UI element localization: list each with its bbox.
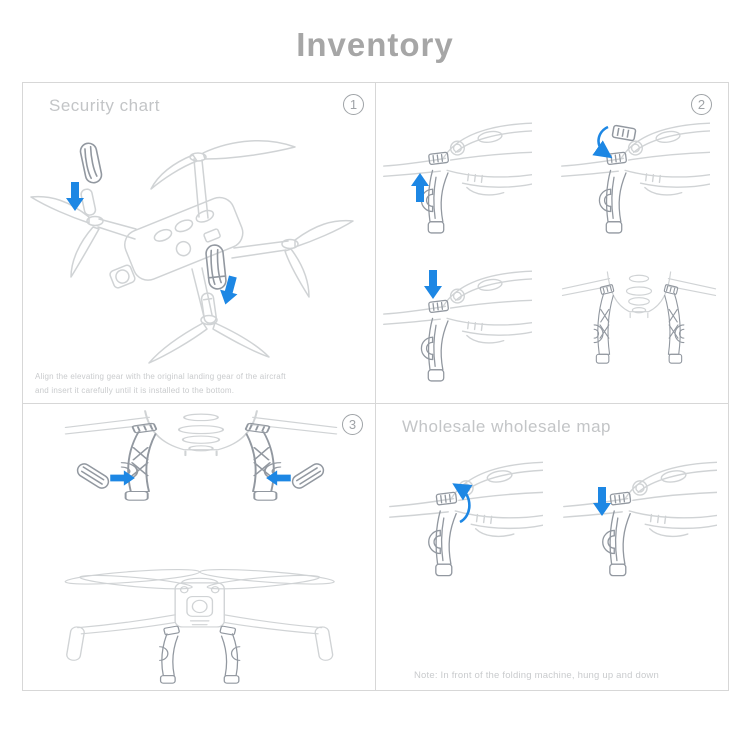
installed-views-illustration	[23, 404, 376, 690]
up-arrow-icon	[411, 173, 429, 202]
floating-clamp-piece	[612, 125, 636, 141]
step-1-badge	[343, 94, 364, 115]
leg-extension-pieces	[79, 142, 227, 290]
drone-assembly-illustration	[23, 117, 376, 367]
panel-attachment-steps	[376, 83, 728, 404]
drone-line-art	[31, 141, 353, 363]
panel-wholesale-map	[376, 404, 728, 690]
step-1-number: 1	[349, 96, 358, 112]
left-arrow-icon	[266, 470, 291, 485]
step-3-number: 3	[348, 416, 357, 432]
panel-grid	[22, 82, 729, 691]
panel4-note: Note: In front of the folding machine, hung up and down	[414, 670, 659, 681]
right-arrow-icon	[110, 470, 135, 485]
page-title: Inventory	[296, 26, 454, 63]
rotate-arrow-icon	[599, 127, 608, 153]
down-arrow-icon	[424, 270, 442, 299]
panel4-title: Wholesale wholesale map	[402, 417, 611, 436]
caption-line-2: and insert it carefully until it is installed to the bottom.	[35, 386, 235, 395]
panel1-caption	[35, 370, 286, 398]
folding-steps-illustration	[376, 440, 728, 668]
panel1-title: Security chart	[49, 96, 160, 115]
caption-line-1: Align the elevating gear with the original landing gear of the aircraft	[35, 372, 286, 381]
attachment-steps-illustration	[376, 89, 728, 401]
panel-installed-views	[23, 404, 376, 690]
step-2-number: 2	[697, 96, 706, 112]
panel-security-chart	[23, 83, 376, 404]
